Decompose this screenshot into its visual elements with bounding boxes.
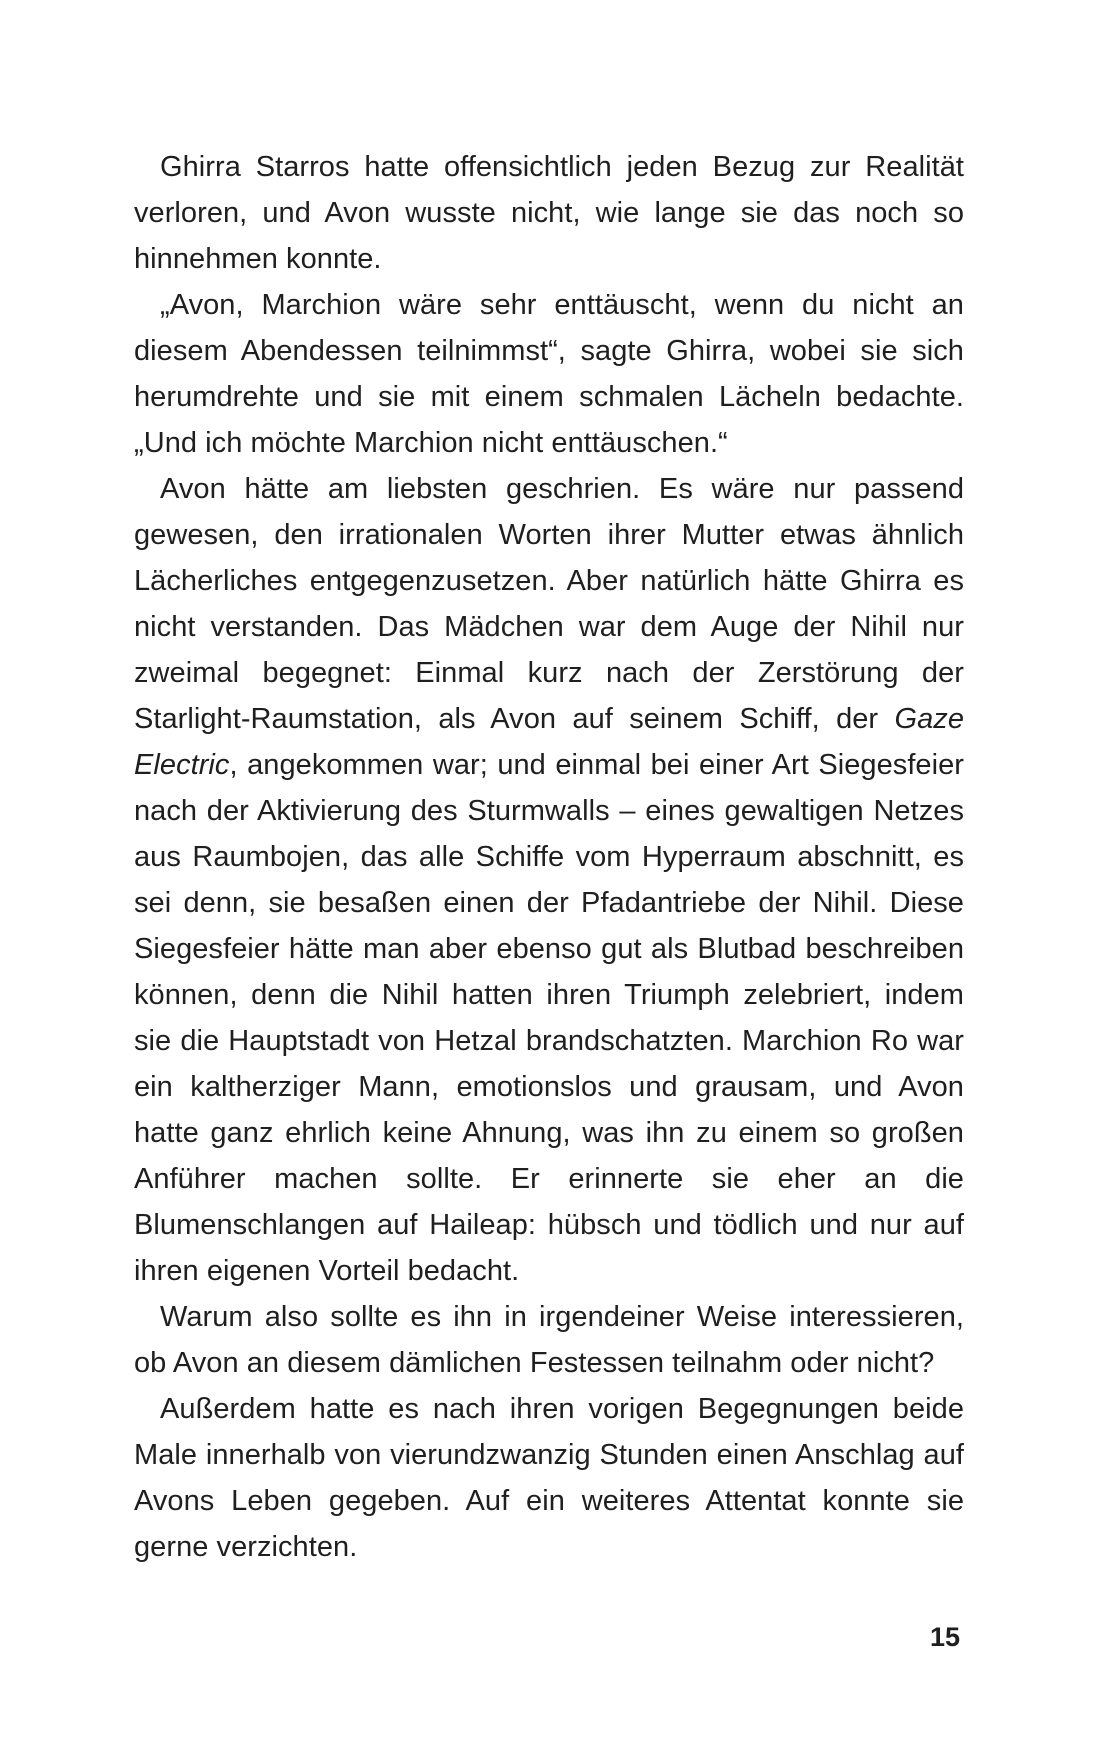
paragraph-3 — [134, 466, 964, 1294]
paragraph-4: Warum also sollte es ihn in irgendeiner Weise interessieren, ob Avon an diesem dämlichen Festessen teilnahm oder nicht? — [134, 1301, 964, 1379]
paragraph-3-part-2: , angekommen war; und einmal bei einer Art Siegesfeier nach der Aktivierung des Sturmwalls – eines gewaltigen Netzes aus Raumbojen, das alle Schiffe vom Hyperraum abschnitt, es sei denn, sie besaßen einen der Pfadantriebe der Nihil. Diese Siegesfeier hätte man aber ebenso gut als Blutbad beschreiben können, denn die Nihil hatten ihren Triumph zelebriert, indem sie die Hauptstadt von Hetzal brandschatzten. Marchion Ro war ein kaltherziger Mann, emotionslos und grausam, und Avon hatte ganz ehrlich keine Ahnung, was ihn zu einem so großen Anführer machen sollte. Er erinnerte sie eher an die Blumenschlangen auf Haileap: hübsch und tödlich und nur auf ihren eigenen Vorteil bedacht. — [134, 749, 964, 1287]
paragraph-1: Ghirra Starros hatte offensichtlich jeden Bezug zur Realität verloren, und Avon wusste nicht, wie lange sie das noch so hinnehmen konnte. — [134, 151, 964, 275]
body-text — [134, 144, 964, 1570]
ship-name-italic: Gaze Electric — [134, 703, 964, 781]
paragraph-2: „Avon, Marchion wäre sehr enttäuscht, wenn du nicht an diesem Abendessen teilnimmst“, sagte Ghirra, wobei sie sich herumdrehte und sie mit einem schmalen Lächeln bedachte. „Und ich möchte Marchion nicht enttäuschen.“ — [134, 289, 964, 459]
paragraph-5: Außerdem hatte es nach ihren vorigen Begegnungen beide Male innerhalb von vierundzwanzig Stunden einen Anschlag auf Avons Leben gegeben. Auf ein weiteres Attentat konnte sie gerne verzichten. — [134, 1393, 964, 1563]
paragraph-3-part-1: Avon hätte am liebsten geschrien. Es wäre nur passend gewesen, den irrationalen Worten ihrer Mutter etwas ähnlich Lächerliches entgegenzusetzen. Aber natürlich hätte Ghirra es nicht verstanden. Das Mädchen war dem Auge der Nihil nur zweimal begegnet: Einmal kurz nach der Zerstörung der Starlight-Raumstation, als Avon auf seinem Schiff, der — [134, 473, 964, 735]
page-number: 15 — [929, 1622, 960, 1652]
